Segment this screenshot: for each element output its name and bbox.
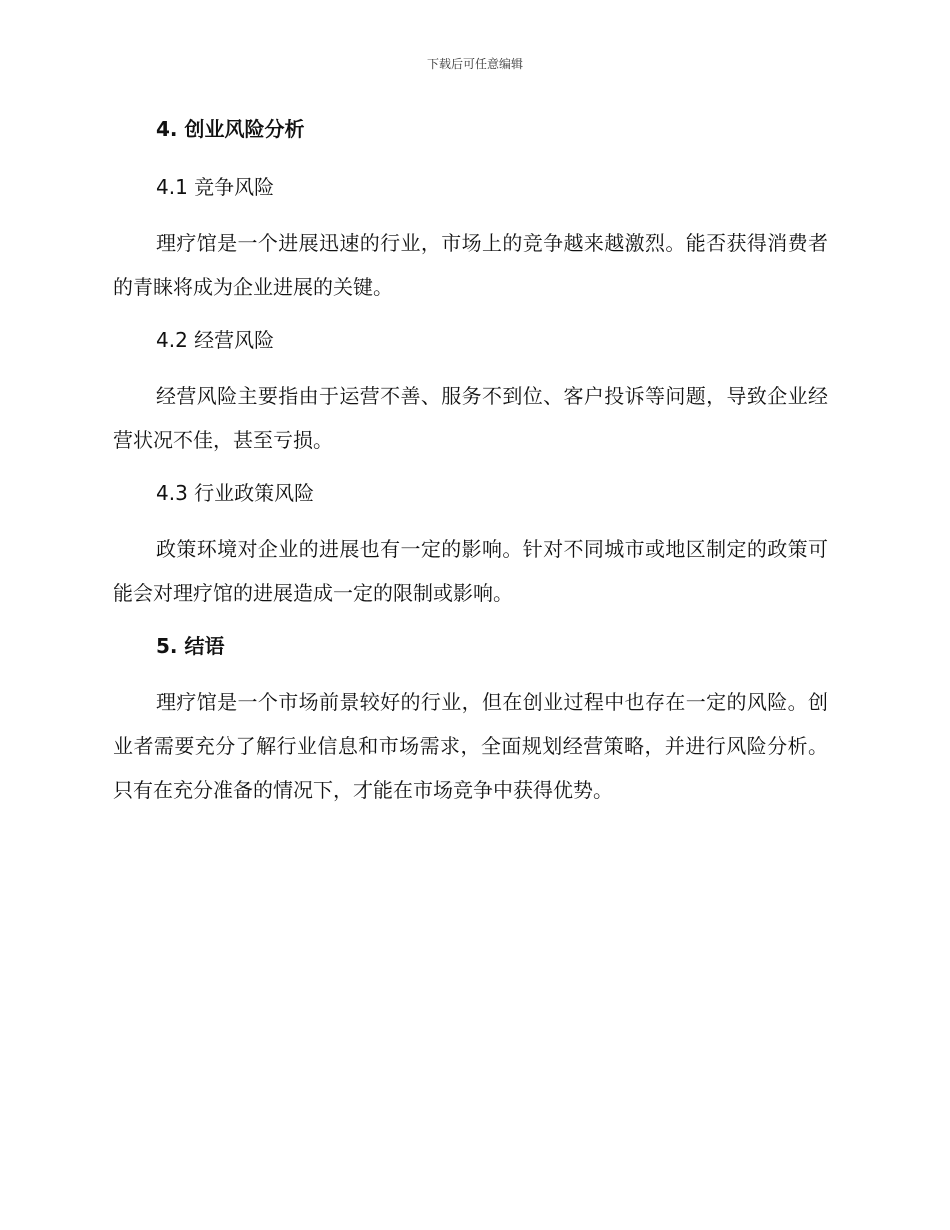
section-5-heading: 5. 结语 [156, 634, 225, 658]
subsection-4-1-heading: 4.1 竞争风险 [156, 175, 275, 199]
subsection-4-2-paragraph: 经营风险主要指由于运营不善、服务不到位、客户投诉等问题，导致企业经营状况不佳，甚至亏损。 [113, 384, 828, 452]
document-body [113, 112, 828, 812]
subsection-4-2-heading: 4.2 经营风险 [156, 328, 275, 352]
header-note: 下载后可任意编辑 [426, 57, 523, 71]
subsection-4-3-paragraph: 政策环境对企业的进展也有一定的影响。针对不同城市或地区制定的政策可能会对理疗馆的进展造成一定的限制或影响。 [113, 537, 828, 605]
section-4-heading: 4. 创业风险分析 [156, 117, 305, 141]
section-5-paragraph: 理疗馆是一个市场前景较好的行业，但在创业过程中也存在一定的风险。创业者需要充分了解行业信息和市场需求，全面规划经营策略，并进行风险分析。只有在充分准备的情况下，才能在市场竞争中获得优势。 [113, 690, 828, 802]
subsection-4-1-paragraph: 理疗馆是一个进展迅速的行业，市场上的竞争越来越激烈。能否获得消费者的青睐将成为企业进展的关键。 [113, 231, 828, 299]
subsection-4-3-heading: 4.3 行业政策风险 [156, 481, 315, 505]
